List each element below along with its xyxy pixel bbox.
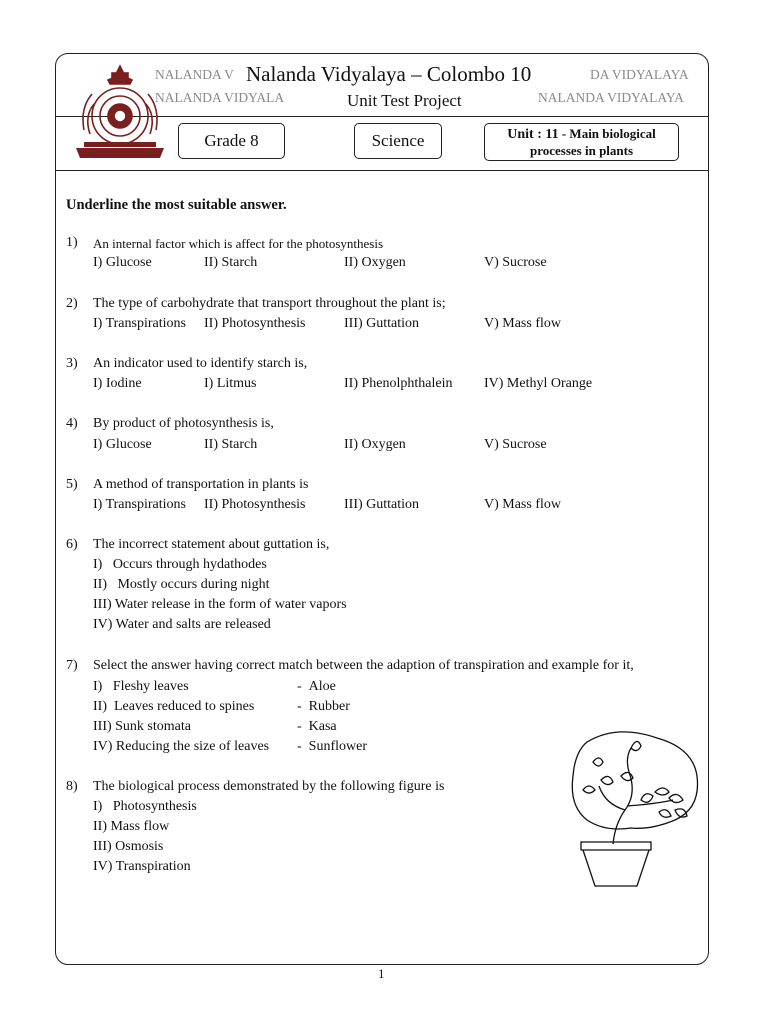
option[interactable]: II) Mostly occurs during night: [93, 577, 270, 592]
question-number: 5): [66, 477, 78, 492]
option[interactable]: III) Guttation: [344, 497, 420, 512]
option-adaption[interactable]: IV) Reducing the size of leaves: [93, 739, 270, 754]
option-example: - Rubber: [297, 699, 350, 714]
subject-label: Science: [371, 131, 425, 150]
question-text: An indicator used to identify starch is,: [93, 356, 308, 371]
option[interactable]: II) Starch: [204, 437, 258, 452]
page-number: 1: [378, 966, 385, 981]
question-number: 3): [66, 356, 78, 371]
option[interactable]: I) Glucose: [93, 437, 152, 452]
option[interactable]: I) Photosynthesis: [93, 799, 197, 814]
grade-box: [178, 123, 285, 159]
option[interactable]: V) Mass flow: [484, 497, 561, 512]
option[interactable]: I) Iodine: [93, 376, 142, 391]
question-number: 2): [66, 296, 78, 311]
option[interactable]: III) Osmosis: [93, 839, 164, 854]
option[interactable]: II) Photosynthesis: [204, 497, 306, 512]
question-number: 1): [66, 235, 78, 250]
option[interactable]: I) Occurs through hydathodes: [93, 557, 267, 572]
question-text: By product of photosynthesis is,: [93, 416, 274, 431]
question-text: The type of carbohydrate that transport throughout the plant is;: [93, 296, 446, 311]
watermark-right-1: DA VIDYALAYA: [590, 67, 689, 82]
watermark-left-2: NALANDA VIDYALA: [155, 90, 285, 105]
unit-title-1: - Main biological: [558, 125, 656, 141]
option[interactable]: II) Photosynthesis: [204, 316, 306, 331]
question-text: A method of transportation in plants is: [93, 477, 309, 492]
option[interactable]: II) Oxygen: [344, 255, 406, 270]
grade-label: Grade 8: [204, 131, 259, 150]
unit-box: [484, 123, 679, 161]
potted-plant-figure: [565, 728, 705, 890]
option-example: - Kasa: [297, 719, 337, 734]
question-text: The biological process demonstrated by the following figure is: [93, 779, 445, 794]
option[interactable]: I) Transpirations: [93, 316, 186, 331]
option[interactable]: II) Starch: [204, 255, 258, 270]
option[interactable]: I) Litmus: [204, 376, 257, 391]
question-number: 8): [66, 779, 78, 794]
option[interactable]: II) Phenolphthalein: [344, 376, 453, 391]
subject-box: [354, 123, 442, 159]
option-adaption[interactable]: III) Sunk stomata: [93, 719, 191, 734]
watermark-right-2: NALANDA VIDYALAYA: [538, 90, 684, 105]
question-number: 4): [66, 416, 78, 431]
option[interactable]: III) Guttation: [344, 316, 420, 331]
instruction: Underline the most suitable answer.: [66, 197, 287, 213]
question-text: Select the answer having correct match between the adaption of transpiration and example for it,: [93, 658, 634, 673]
option[interactable]: IV) Transpiration: [93, 859, 191, 874]
watermark-left-1: NALANDA V: [155, 67, 234, 82]
option[interactable]: I) Glucose: [93, 255, 152, 270]
option[interactable]: V) Sucrose: [484, 255, 547, 270]
test-subtitle: Unit Test Project: [347, 91, 462, 110]
option[interactable]: IV) Water and salts are released: [93, 617, 271, 632]
option[interactable]: III) Water release in the form of water vapors: [93, 597, 347, 612]
question-number: 6): [66, 537, 78, 552]
option-adaption[interactable]: I) Fleshy leaves: [93, 679, 189, 694]
question-number: 7): [66, 658, 78, 673]
question-text: The incorrect statement about guttation is,: [93, 537, 330, 552]
option-example: - Sunflower: [297, 739, 367, 754]
option[interactable]: II) Mass flow: [93, 819, 170, 834]
option-example: - Aloe: [297, 679, 336, 694]
header-divider-bottom: [56, 170, 708, 171]
unit-number: Unit : 11: [507, 126, 559, 142]
option-adaption[interactable]: II) Leaves reduced to spines: [93, 699, 255, 714]
option[interactable]: V) Mass flow: [484, 316, 561, 331]
option[interactable]: I) Transpirations: [93, 497, 186, 512]
option[interactable]: IV) Methyl Orange: [484, 376, 593, 391]
unit-title-2: processes in plants: [529, 142, 634, 158]
question-text: An internal factor which is affect for the photosynthesis: [93, 236, 384, 251]
option[interactable]: II) Oxygen: [344, 437, 406, 452]
option[interactable]: V) Sucrose: [484, 437, 547, 452]
school-title: Nalanda Vidyalaya – Colombo 10: [246, 62, 532, 86]
